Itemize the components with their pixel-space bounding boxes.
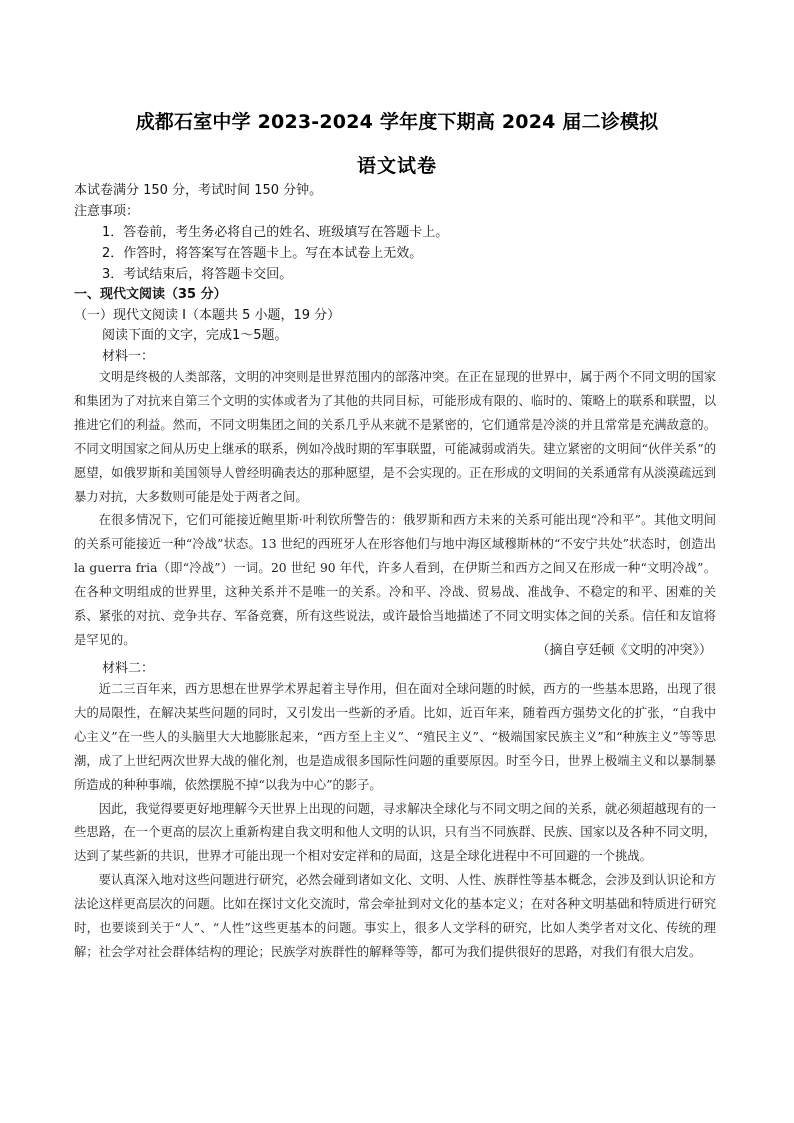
- exam-info: 本试卷满分 150 分，考试时间 150 分钟。: [74, 183, 323, 198]
- material-2-paragraph: 近二三百年来，西方思想在世界学术界起着主导作用，但在面对全球问题的时候，西方的一些基本思路，出现了很大的局限性，在解决某些问题的同时，又引发出一些新的矛盾。比如，近百年来，随着西方强势文化的扩张，“自我中心主义”在一些人的头脑里大大地膨胀起来，“西方至上主义”、“殖民主义”、“极端国家民族主义”和“种族主义”等等思潮，成了上世纪两次世界大战的催化剂，也是造成很多国际性问题的重要原因。时至今日，世界上极端主义和以暴制暴所造成的种种事端，依然摆脱不掉“以我为中心”的影子。: [74, 682, 716, 792]
- material-1-paragraph: 文明是终极的人类部落，文明的冲突则是世界范围内的部落冲突。在正在显现的世界中，属于两个不同文明的国家和集团为了对抗来自第三个文明的实体或者为了其他的共同目标，可能形成有限的、临时的、策略上的联系和联盟，以推进它们的利益。然而，不同文明集团之间的关系几乎从来就不是紧密的，它们通常是冷淡的并且常常是充满敌意的。不同文明国家之间从历史上继承的联系，例如冷战时期的军事联盟，可能减弱或消失。建立紧密的文明间“伙伴关系”的愿望，如俄罗斯和美国领导人曾经明确表达的那种愿望，是不会实现的。正在形成的文明间的关系通常有从淡漠疏远到暴力对抗，大多数则可能是处于两者之间。: [74, 370, 716, 504]
- material-1-source: （摘自亨廷顿《文明的冲突》）: [536, 643, 712, 658]
- note-item-3: 3．考试结束后，将答题卡交回。: [102, 267, 293, 282]
- notes-heading: 注意事项：: [74, 204, 140, 219]
- material-2-paragraph: 要认真深入地对这些问题进行研究，必然会碰到诸如文化、文明、人性、族群性等基本概念，会涉及到认识论和方法论这样更高层次的问题。比如在探讨文化交流时，常会牵扯到对文化的基本定义；在对各种文明基础和特质进行研究时，也要谈到关于“人”、“人性”这些更基本的问题。事实上，很多人文学科的研究，比如人类学者对文化、传统的理解；社会学对社会群体结构的理论；民族学对族群性的解释等等，都可为我们提供很好的思路，对我们有很大启发。: [74, 873, 716, 959]
- material-2-paragraph: 因此，我觉得要更好地理解今天世界上出现的问题，寻求解决全球化与不同文明之间的关系，就必须超越现有的一些思路，在一个更高的层次上重新构建自我文明和他人文明的认识，只有当不同族群、民族、国家以及各种不同文明，达到了某些新的共识，世界才可能出现一个相对安定祥和的局面，这是全球化进程中不可回避的一个挑战。: [74, 801, 716, 864]
- note-item-2: 2．作答时，将答案写在答题卡上。写在本试卷上无效。: [102, 246, 423, 261]
- exam-subtitle: 语文试卷: [356, 155, 437, 177]
- section-heading: 一、现代文阅读（35 分）: [74, 287, 227, 302]
- material-1-body: [74, 366, 716, 653]
- material-2-body: [74, 678, 716, 965]
- note-item-1: 1．答卷前，考生务必将自己的姓名、班级填写在答题卡上。: [102, 225, 449, 240]
- material-2-label: 材料二：: [102, 661, 155, 676]
- reading-instruction: 阅读下面的文字，完成1～5题。: [102, 328, 288, 343]
- material-1-paragraph: 在很多情况下，它们可能接近鲍里斯·叶利钦所警告的：俄罗斯和西方未来的关系可能出现“冷和平”。其他文明间的关系可能接近一种“冷战”状态。13 世纪的西班牙人在形容他们与地中海区域穆斯林的“不安宁共处”状态时，创造出 la guerra fria（即“冷战”）一词。20 世纪 90 年代，许多人看到，在伊斯兰和西方之间又在形成一种“文明冷战”。在各种文明组成的世界里，这种关系并不是唯一的关系。冷和平、冷战、贸易战、准战争、不稳定的和平、困难的关系、紧张的对抗、竞争共存、军备竞赛，所有这些说法，或许最恰当地描述了不同文明实体之间的关系。信任和友谊将是罕见的。: [74, 513, 716, 647]
- section-sub-heading: （一）现代文阅读 I（本题共 5 小题，19 分）: [74, 308, 341, 323]
- material-1-label: 材料一：: [102, 349, 155, 364]
- exam-title: 成都石室中学 2023-2024 学年度下期高 2024 届二诊模拟: [135, 111, 659, 133]
